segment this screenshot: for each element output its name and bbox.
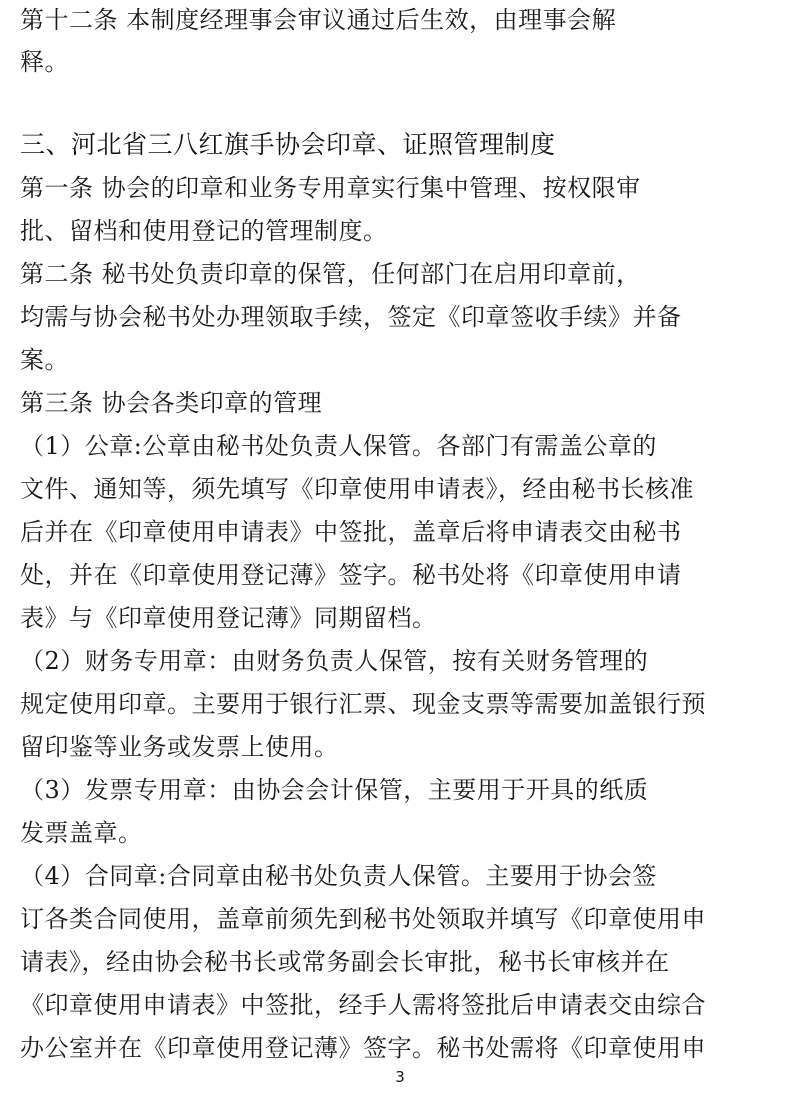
clause-1-line-3: 后并在《印章使用申请表》中签批，盖章后将申请表交由秘书	[20, 518, 682, 546]
clause-4-line-3: 请表》，经由协会秘书长或常务副会长审批，秘书长审核并在	[20, 948, 670, 976]
clause-1-line-1: （1）公章:公章由秘书处负责人保管。各部门有需盖公章的	[20, 432, 657, 460]
clause-3-line-1: （3）发票专用章：由协会会计保管，主要用于开具的纸质	[20, 776, 649, 804]
clause-2-line-2: 规定使用印章。主要用于银行汇票、现金支票等需要加盖银行预	[20, 690, 706, 718]
article-2-line-2: 均需与协会秘书处办理领取手续，签定《印章签收手续》并备	[20, 303, 682, 331]
article-1-line-2: 批、留档和使用登记的管理制度。	[20, 217, 388, 245]
clause-4-line-5: 办公室并在《印章使用登记薄》签字。秘书处需将《印章使用申	[20, 1034, 706, 1062]
clause-3-line-2: 发票盖章。	[20, 819, 143, 847]
clause-1-line-2: 文件、通知等，须先填写《印章使用申请表》，经由秘书长核准	[20, 475, 694, 503]
clause-1-line-4: 处，并在《印章使用登记薄》签字。秘书处将《印章使用申请	[20, 561, 682, 589]
clause-2-line-3: 留印鉴等业务或发票上使用。	[20, 733, 339, 761]
clause-4-line-1: （4）合同章:合同章由秘书处负责人保管。主要用于协会签	[20, 862, 657, 890]
article-2-line-1: 第二条 秘书处负责印章的保管，任何部门在启用印章前，	[20, 260, 641, 288]
article-3-title: 第三条 协会各类印章的管理	[20, 389, 323, 417]
article-12-line-1: 第十二条 本制度经理事会审议通过后生效，由理事会解	[20, 6, 617, 34]
article-12-line-2: 释。	[20, 48, 69, 76]
article-2-line-3: 案。	[20, 346, 69, 374]
article-1-line-1: 第一条 协会的印章和业务专用章实行集中管理、按权限审	[20, 174, 641, 202]
clause-2-line-1: （2）财务专用章：由财务负责人保管，按有关财务管理的	[20, 647, 649, 675]
section-heading: 三、河北省三八红旗手协会印章、证照管理制度	[20, 130, 556, 159]
clause-4-line-2: 订各类合同使用，盖章前须先到秘书处领取并填写《印章使用申	[20, 905, 706, 933]
page-number: 3	[395, 1068, 405, 1086]
clause-4-line-4: 《印章使用申请表》中签批，经手人需将签批后申请表交由综合	[20, 991, 706, 1019]
clause-1-line-5: 表》与《印章使用登记薄》同期留档。	[20, 604, 437, 632]
